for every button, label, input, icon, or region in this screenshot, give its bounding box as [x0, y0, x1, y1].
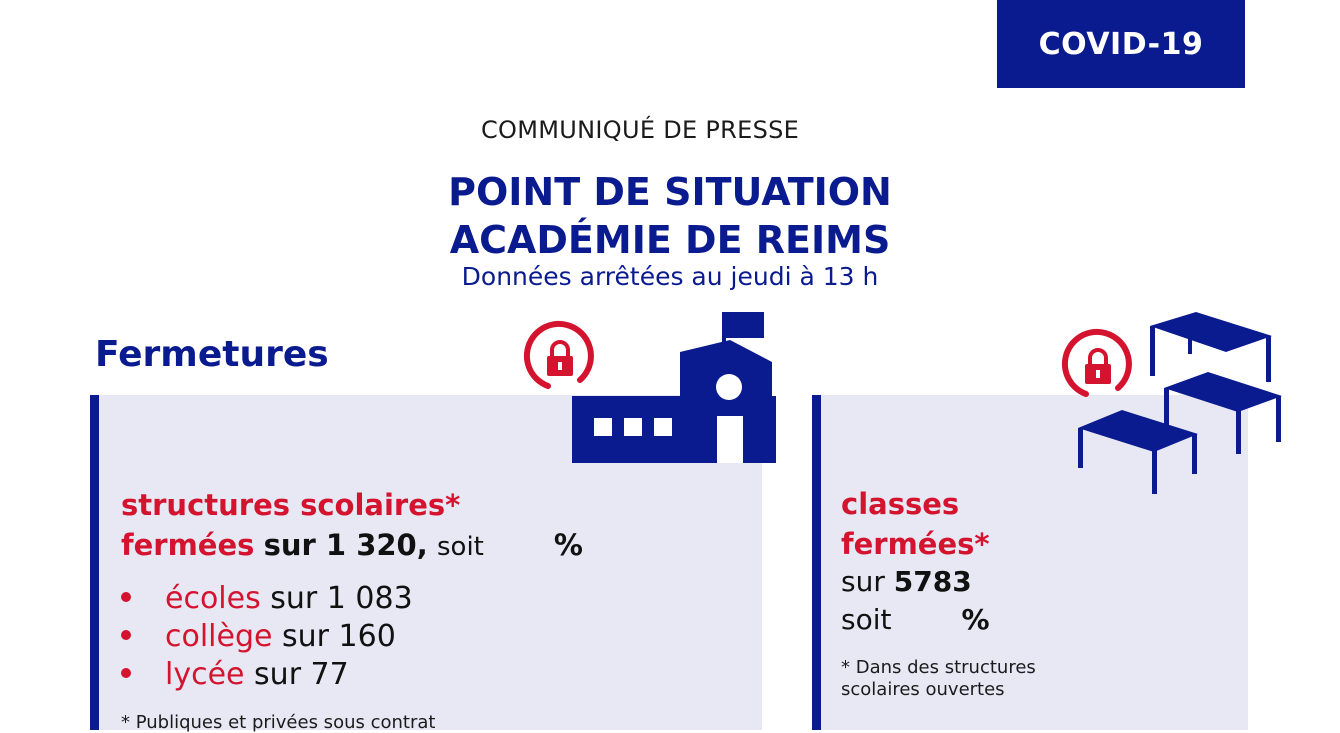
section-heading: Fermetures — [95, 334, 329, 375]
list-item — [121, 618, 413, 656]
list-item-label: écoles — [165, 581, 261, 616]
classes-total: 5783 — [893, 565, 972, 598]
page-title-line1: POINT DE SITUATION — [448, 170, 892, 214]
schools-closed-summary — [121, 485, 583, 567]
bullet-icon — [121, 592, 131, 602]
classes-label: classes — [841, 487, 960, 521]
page-title-line2: ACADÉMIE DE REIMS — [449, 218, 891, 262]
classes-closed-summary — [841, 484, 990, 564]
school-types-list — [121, 580, 413, 694]
schools-total: sur 1 320, — [263, 528, 428, 562]
classes-totals — [841, 563, 990, 639]
classes-footnote — [841, 657, 1101, 701]
list-item-label: lycée — [165, 657, 245, 692]
footnote-line: scolaires ouvertes — [841, 679, 1005, 700]
school-building-icon — [572, 308, 776, 463]
bullet-icon — [121, 668, 131, 678]
list-item — [121, 656, 413, 694]
list-item-value: sur 160 — [282, 619, 396, 654]
list-item — [121, 580, 413, 618]
soit-label: soit — [436, 532, 484, 562]
footnote-line: * Dans des structures — [841, 657, 1036, 678]
bullet-icon — [121, 630, 131, 640]
soit-label: soit — [841, 603, 892, 636]
covid-badge: COVID-19 — [997, 0, 1245, 88]
schools-closed-label: structures scolaires* — [121, 488, 461, 522]
percent-sign: % — [553, 528, 583, 562]
schools-footnote: * Publiques et privées sous contrat — [121, 712, 436, 733]
list-item-value: sur 77 — [254, 657, 349, 692]
closed-word: fermées — [121, 528, 255, 562]
press-release-label: COMMUNIQUÉ DE PRESSE — [481, 116, 800, 144]
list-item-label: collège — [165, 619, 273, 654]
list-item-value: sur 1 083 — [270, 581, 413, 616]
sur-label: sur — [841, 565, 885, 598]
classes-closed-label: fermées* — [841, 527, 990, 561]
percent-sign: % — [961, 603, 990, 636]
desks-icon — [1076, 310, 1286, 500]
page-subtitle: Données arrêtées au jeudi à 13 h — [461, 262, 879, 291]
